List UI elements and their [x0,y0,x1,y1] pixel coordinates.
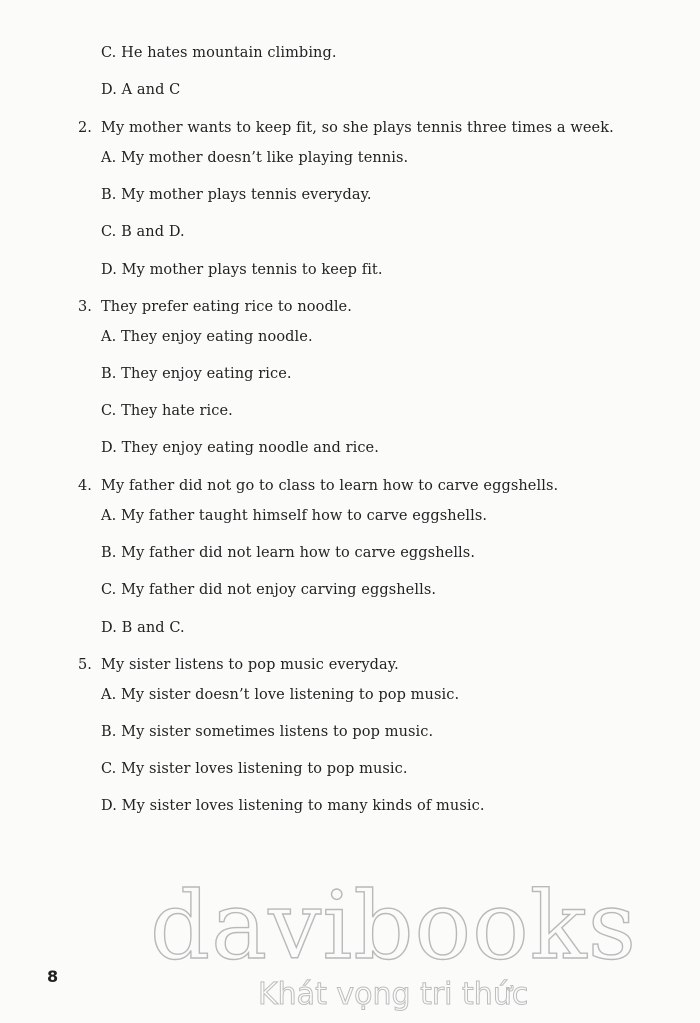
option-line: A. My mother doesn’t like playing tennis. [101,150,409,166]
question-number: 3. [78,299,92,315]
option-line: D. My mother plays tennis to keep fit. [101,262,383,278]
option-line: D. B and C. [101,620,185,636]
option-line: B. My sister sometimes listens to pop music. [101,724,434,740]
page-number: 8 [47,967,59,986]
question-number: 5. [78,657,92,673]
option-line: B. They enjoy eating rice. [101,366,292,382]
watermark-logo: davibooks [150,872,637,981]
question-text: My sister listens to pop music everyday. [101,657,399,673]
option-line: C. My father did not enjoy carving eggshells. [101,582,437,598]
question-text: My father did not go to class to learn how to carve eggshells. [101,478,559,494]
question-text: My mother wants to keep fit, so she plays tennis three times a week. [101,120,614,136]
option-line: C. My sister loves listening to pop music. [101,761,408,777]
question-number: 4. [78,478,92,494]
option-line: A. My sister doesn’t love listening to pop music. [101,687,460,703]
option-line: B. My mother plays tennis everyday. [101,187,372,203]
option-line: A. My father taught himself how to carve eggshells. [101,508,488,524]
question-text: They prefer eating rice to noodle. [101,299,352,315]
option-line: B. My father did not learn how to carve eggshells. [101,545,476,561]
option-line: A. They enjoy eating noodle. [101,329,313,345]
option-line: C. They hate rice. [101,403,233,419]
option-line: D. A and C [101,82,181,98]
option-line: D. They enjoy eating noodle and rice. [101,440,379,456]
option-line: C. He hates mountain climbing. [101,45,337,61]
option-line: C. B and D. [101,224,185,240]
question-number: 2. [78,120,92,136]
option-line: D. My sister loves listening to many kinds of music. [101,798,485,814]
watermark-tagline: Khát vọng tri thức [258,977,529,1012]
